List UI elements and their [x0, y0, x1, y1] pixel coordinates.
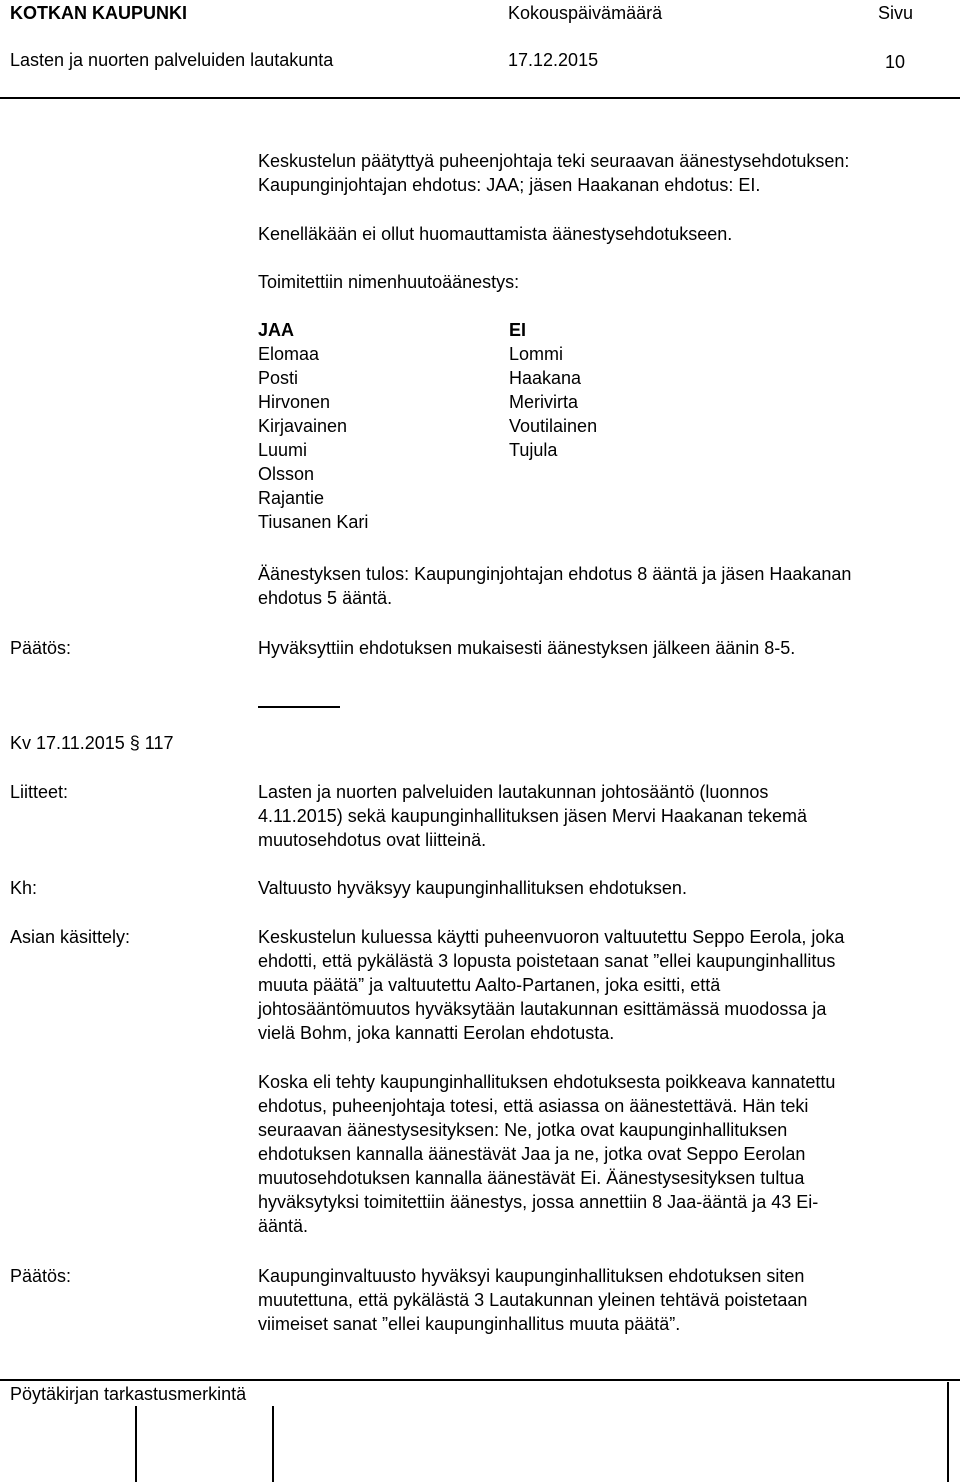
list-item: Olsson	[258, 464, 315, 484]
list-item: Kirjavainen	[258, 416, 348, 436]
signature-box-divider-3	[947, 1382, 949, 1482]
attachments-paragraph	[258, 780, 807, 852]
kh-text: Valtuusto hyväksyy kaupunginhallituksen ehdotuksen.	[258, 878, 687, 898]
text-line: muuta päätä” ja valtuutettu Aalto-Partanen, joka esitti, että	[258, 975, 721, 995]
reference-heading: Kv 17.11.2015 § 117	[10, 733, 174, 753]
text-line: ehdotti, että pykälästä 3 lopusta poistetaan sanat ”ellei kaupunginhallitus	[258, 951, 836, 971]
kh-label: Kh:	[10, 878, 38, 898]
text-line: muutettuna, että pykälästä 3 Lautakunnan yleinen tehtävä poistetaan	[258, 1290, 808, 1310]
list-item: Luumi	[258, 440, 308, 460]
yes-votes-list	[258, 318, 368, 534]
list-item: Haakana	[509, 368, 582, 388]
text-line: Äänestyksen tulos: Kaupunginjohtajan ehdotus 8 ääntä ja jäsen Haakanan	[258, 564, 852, 584]
list-item: Rajantie	[258, 488, 325, 508]
signature-box-divider-2	[272, 1406, 274, 1482]
list-item: Posti	[258, 368, 299, 388]
no-remarks-text: Kenelläkään ei ollut huomauttamista äänestysehdotukseen.	[258, 224, 733, 244]
handling-paragraph-1	[258, 925, 844, 1045]
meeting-date-label: Kokouspäivämäärä	[508, 3, 663, 23]
signature-box-divider-1	[135, 1406, 137, 1482]
page-number: 10	[885, 52, 906, 72]
header-divider	[0, 97, 960, 99]
text-line: Keskustelun kuluessa käytti puheenvuoron valtuutettu Seppo Eerola, joka	[258, 927, 845, 947]
section-separator	[258, 706, 340, 708]
text-line: vielä Bohm, joka kannatti Eerolan ehdotusta.	[258, 1023, 615, 1043]
final-decision-label: Päätös:	[10, 1266, 72, 1286]
list-item: Elomaa	[258, 344, 320, 364]
footer-divider	[0, 1379, 960, 1381]
vote-result-paragraph	[258, 562, 851, 610]
no-heading: EI	[509, 320, 527, 340]
page-label: Sivu	[878, 3, 914, 23]
proposals-paragraph	[258, 149, 849, 197]
text-line: ehdotus 5 ääntä.	[258, 588, 393, 608]
handling-paragraph-2	[258, 1070, 835, 1238]
no-votes-list	[509, 318, 597, 462]
decision-label: Päätös:	[10, 638, 72, 658]
text-line: viimeiset sanat ”ellei kaupunginhallitus muuta päätä”.	[258, 1314, 681, 1334]
list-item: Merivirta	[509, 392, 579, 412]
attachments-label: Liitteet:	[10, 782, 69, 802]
text-line: seuraavan äänestysesityksen: Ne, jotka ovat kaupunginhallituksen	[258, 1120, 788, 1140]
final-decision-paragraph	[258, 1264, 807, 1336]
text-line: 4.11.2015) sekä kaupunginhallituksen jäsen Mervi Haakanan tekemä	[258, 806, 808, 826]
yes-heading: JAA	[258, 320, 295, 340]
text-line: Koska eli tehty kaupunginhallituksen ehdotuksesta poikkeava kannatettu	[258, 1072, 836, 1092]
text-line: johtosääntömuutos hyväksytään lautakunnan esittämässä muodossa ja	[258, 999, 827, 1019]
list-item: Voutilainen	[509, 416, 598, 436]
organization-name: KOTKAN KAUPUNKI	[10, 3, 187, 23]
meeting-date: 17.12.2015	[508, 50, 599, 70]
text-line: muutosehdotuksen kannalla äänestävät Ei. Äänestysesityksen tultua	[258, 1168, 805, 1188]
text-line: ehdotus, puheenjohtaja totesi, että asiassa on äänestettävä. Hän teki	[258, 1096, 809, 1116]
handling-label: Asian käsittely:	[10, 927, 131, 947]
list-item: Tiusanen Kari	[258, 512, 369, 532]
list-item: Tujula	[509, 440, 558, 460]
list-item: Lommi	[509, 344, 564, 364]
text-line: Kaupunginjohtajan ehdotus: JAA; jäsen Haakanan ehdotus: EI.	[258, 175, 761, 195]
body-name: Lasten ja nuorten palveluiden lautakunta	[10, 50, 334, 70]
text-line: hyväksytyksi toimitettiin äänestys, jossa annettiin 8 Jaa-ääntä ja 43 Ei-	[258, 1192, 819, 1212]
text-line: Lasten ja nuorten palveluiden lautakunnan johtosääntö (luonnos	[258, 782, 769, 802]
list-item: Hirvonen	[258, 392, 331, 412]
text-line: muutosehdotus ovat liitteinä.	[258, 830, 487, 850]
review-marking-label: Pöytäkirjan tarkastusmerkintä	[10, 1384, 247, 1404]
text-line: ehdotuksen kannalla äänestävät Jaa ja ne, jotka ovat Seppo Eerolan	[258, 1144, 806, 1164]
decision-text: Hyväksyttiin ehdotuksen mukaisesti äänestyksen jälkeen äänin 8-5.	[258, 638, 796, 658]
text-line: Kaupunginvaltuusto hyväksyi kaupunginhallituksen ehdotuksen siten	[258, 1266, 805, 1286]
text-line: Keskustelun päätyttyä puheenjohtaja teki seuraavan äänestysehdotuksen:	[258, 151, 850, 171]
text-line: ääntä.	[258, 1216, 309, 1236]
roll-call-text: Toimitettiin nimenhuutoäänestys:	[258, 272, 520, 292]
